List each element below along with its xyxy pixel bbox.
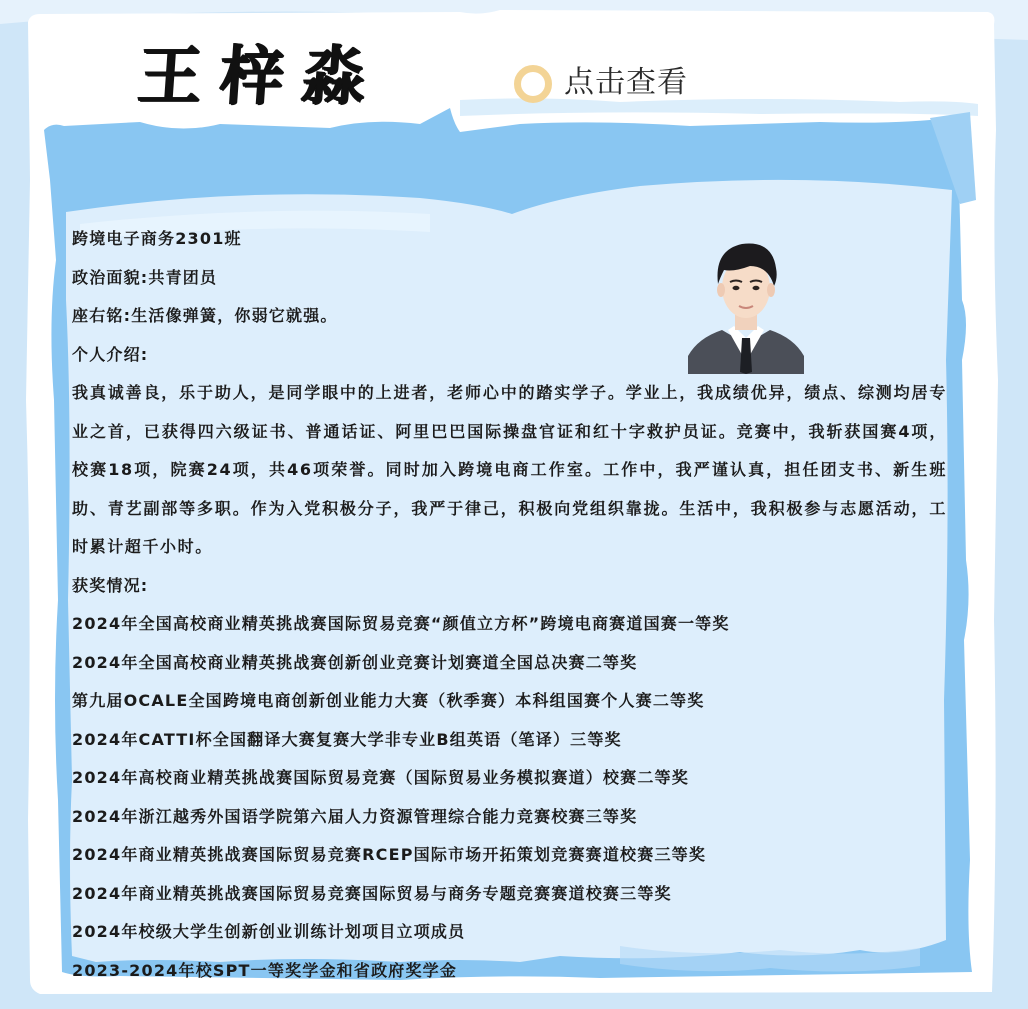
political-status: 政治面貌:共青团员: [72, 267, 218, 287]
class-name: 跨境电子商务2301班: [72, 229, 242, 248]
award-item: 2023-2024年校SPT一等奖学金和省政府奖学金: [72, 960, 458, 980]
motto: 座右铭:生活像弹簧，你弱它就强。: [72, 306, 338, 325]
award-item: 2024年校级大学生创新创业训练计划项目立项成员: [72, 922, 466, 941]
view-details-link[interactable]: 点击查看: [564, 65, 688, 100]
profile-content: [72, 220, 952, 990]
award-item: 2024年商业精英挑战赛国际贸易竞赛国际贸易与商务专题竞赛赛道校赛三等奖: [72, 883, 672, 903]
award-item: 2024年全国高校商业精英挑战赛国际贸易竞赛“颜值立方杯”跨境电商赛道国赛一等奖: [72, 614, 730, 633]
award-item: 2024年浙江越秀外国语学院第六届人力资源管理综合能力竞赛校赛三等奖: [72, 806, 638, 826]
awards-heading: 获奖情况:: [72, 575, 149, 595]
person-name-title: 王梓淼: [135, 39, 387, 114]
award-item: 2024年全国高校商业精英挑战赛创新创业竞赛计划赛道全国总决赛二等奖: [72, 652, 638, 672]
award-item: 2024年商业精英挑战赛国际贸易竞赛RCEP国际市场开拓策划竞赛赛道校赛三等奖: [72, 845, 707, 864]
intro-heading: 个人介绍:: [72, 344, 149, 364]
ring-bullet-icon[interactable]: [514, 65, 552, 103]
award-item: 2024年CATTI杯全国翻译大赛复赛大学非专业B组英语（笔译）三等奖: [72, 729, 622, 749]
award-item: 2024年高校商业精英挑战赛国际贸易竞赛（国际贸易业务模拟赛道）校赛二等奖: [72, 768, 689, 787]
intro-paragraph: 我真诚善良，乐于助人，是同学眼中的上进者，老师心中的踏实学子。学业上，我成绩优异，绩点、综测均居专业之首，已获得四六级证书、普通话证、阿里巴巴国际操盘官证和红十字救护员证。竞赛中，我斩获国赛4项，校赛18项，院赛24项，共46项荣誉。同时加入跨境电商工作室。工作中，我严谨认真，担任团支书、新生班助、青艺副部等多职。作为入党积极分子，我严于律己，积极向党组织靠拢。生活中，我积极参与志愿活动，工时累计超千小时。: [72, 383, 947, 556]
awards-list: [72, 605, 952, 990]
award-item: 第九届OCALE全国跨境电商创新创业能力大赛（秋季赛）本科组国赛个人赛二等奖: [72, 691, 705, 710]
